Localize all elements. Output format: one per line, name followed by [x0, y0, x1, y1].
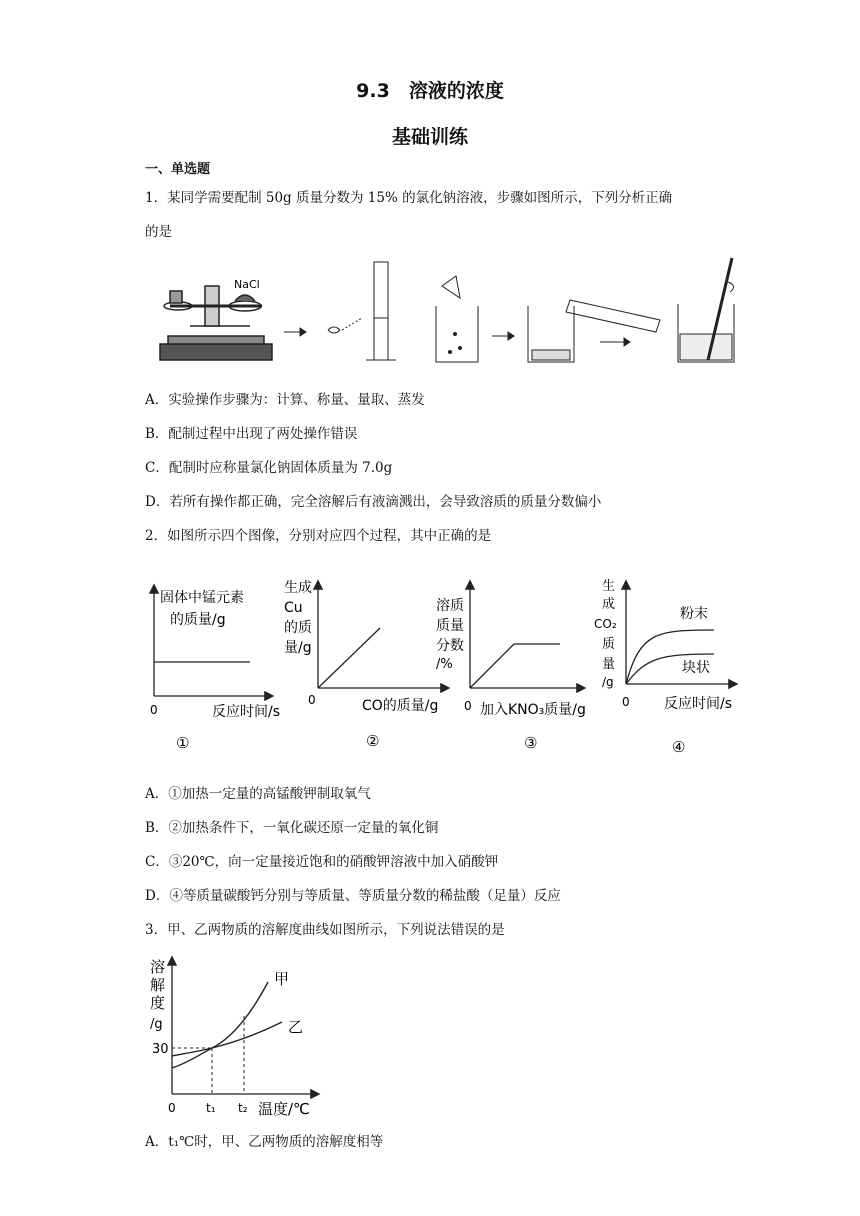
- graph-4-xlabel: 反应时间/s: [664, 696, 733, 712]
- beaker-solid-icon: [436, 276, 478, 362]
- graph-4-number: ④: [672, 738, 686, 756]
- x-tick-0: 0: [168, 1101, 176, 1115]
- nacl-label: NaCl: [234, 278, 260, 291]
- q3-stem: 3．甲、乙两物质的溶解度曲线如图所示，下列说法错误的是: [145, 922, 505, 938]
- q1-procedure-figure: [150, 256, 750, 368]
- curve-label-yi: 乙: [288, 1018, 304, 1036]
- q1-option-b: B．配制过程中出现了两处操作错误: [145, 426, 358, 442]
- graph-3-ylabel-line2: 质量: [436, 618, 464, 634]
- beaker-stirring-icon: [678, 258, 734, 362]
- graph-4-ylabel-line6: /g: [602, 675, 614, 689]
- graph-2-ylabel-line3: 的质: [284, 620, 312, 636]
- solubility-guides: [172, 1016, 244, 1094]
- graph-1-number: ①: [176, 734, 190, 752]
- q2-stem: 2．如图所示四个图像，分别对应四个过程，其中正确的是: [145, 528, 492, 544]
- graph-3-origin: 0: [464, 699, 472, 713]
- graph-1-origin: 0: [150, 703, 158, 717]
- balance-icon: [160, 286, 272, 360]
- graph-4-ylabel-line5: 量: [602, 657, 616, 672]
- q1-option-a: A．实验操作步骤为：计算、称量、量取、蒸发: [145, 392, 425, 408]
- graph-2-origin: 0: [308, 693, 316, 707]
- ylabel-line2: 解: [150, 976, 166, 994]
- ylabel-line3: 度: [150, 994, 166, 1012]
- graph-3-number: ③: [524, 734, 538, 752]
- graph-4: [626, 582, 736, 684]
- graph-4-ylabel-line3: CO₂: [594, 617, 617, 631]
- curve-yi: [172, 1022, 282, 1056]
- arrow-icon: [284, 328, 306, 336]
- graph-3-ylabel-line4: /%: [436, 657, 453, 672]
- page-subtitle: 基础训练: [391, 126, 468, 148]
- ylabel-line4: /g: [150, 1017, 163, 1032]
- graph-4-ylabel-line1: 生: [602, 579, 616, 594]
- graph-3-xlabel: 加入KNO₃质量/g: [480, 702, 586, 718]
- q2-option-a: A．①加热一定量的高锰酸钾制取氧气: [145, 786, 371, 802]
- q2-option-c: C．③20℃，向一定量接近饱和的硝酸钾溶液中加入硝酸钾: [145, 854, 499, 870]
- arrow-icon: [492, 332, 514, 340]
- graph-2-xlabel: CO的质量/g: [362, 698, 439, 714]
- graph-2-number: ②: [366, 732, 380, 750]
- page-title: 9.3 溶液的浓度: [356, 80, 504, 102]
- graph-4-series-lump: 块状: [682, 660, 710, 676]
- graph-1-ylabel-line1: 固体中锰元素: [160, 590, 244, 606]
- y-tick-30: 30: [152, 1042, 169, 1057]
- x-tick-t1: t₁: [206, 1101, 216, 1115]
- graph-4-ylabel-line2: 成: [602, 597, 616, 612]
- graph-4-series-powder: 粉末: [680, 606, 708, 622]
- q3-option-a: A．t₁℃时，甲、乙两物质的溶解度相等: [145, 1134, 384, 1150]
- q2-option-d: D．④等质量碳酸钙分别与等质量、等质量分数的稀盐酸（足量）反应: [145, 888, 561, 904]
- q3-solubility-figure: [140, 952, 330, 1122]
- ylabel-line1: 溶: [150, 958, 166, 976]
- q2-option-b: B．②加热条件下，一氧化碳还原一定量的氧化铜: [145, 820, 439, 836]
- section-heading: 一、单选题: [145, 162, 211, 177]
- measuring-cylinder-icon: [328, 262, 396, 360]
- graph-3-ylabel-line3: 分数: [436, 638, 464, 654]
- graph-2-ylabel-line4: 量/g: [284, 640, 312, 656]
- q1-option-c: C．配制时应称量氯化钠固体质量为 7.0g: [145, 460, 393, 476]
- graph-2-ylabel-line2: Cu: [284, 600, 303, 616]
- graph-3-ylabel-line1: 溶质: [436, 598, 464, 614]
- x-tick-t2: t₂: [238, 1101, 248, 1115]
- q1-option-d: D．若所有操作都正确，完全溶解后有液滴溅出，会导致溶质的质量分数偏小: [145, 494, 602, 510]
- q1-stem-line2: 的是: [145, 224, 172, 240]
- graph-4-ylabel-line4: 质: [602, 637, 616, 652]
- curve-jia: [172, 982, 268, 1068]
- graph-3: [470, 582, 584, 688]
- curve-label-jia: 甲: [274, 970, 290, 988]
- graph-2-ylabel-line1: 生成: [284, 580, 312, 596]
- q1-stem-line1: 1．某同学需要配制 50g 质量分数为 15% 的氯化钠溶液，步骤如图所示，下列分析正确: [145, 190, 673, 206]
- q2-graphs-figure: [140, 572, 750, 760]
- graph-2: [318, 582, 448, 688]
- xlabel: 温度/℃: [258, 1100, 310, 1118]
- graph-4-origin: 0: [622, 695, 630, 709]
- graph-1-ylabel-line2: 的质量/g: [170, 612, 226, 628]
- graph-1-xlabel: 反应时间/s: [212, 704, 281, 720]
- beaker-pouring-icon: [528, 300, 660, 362]
